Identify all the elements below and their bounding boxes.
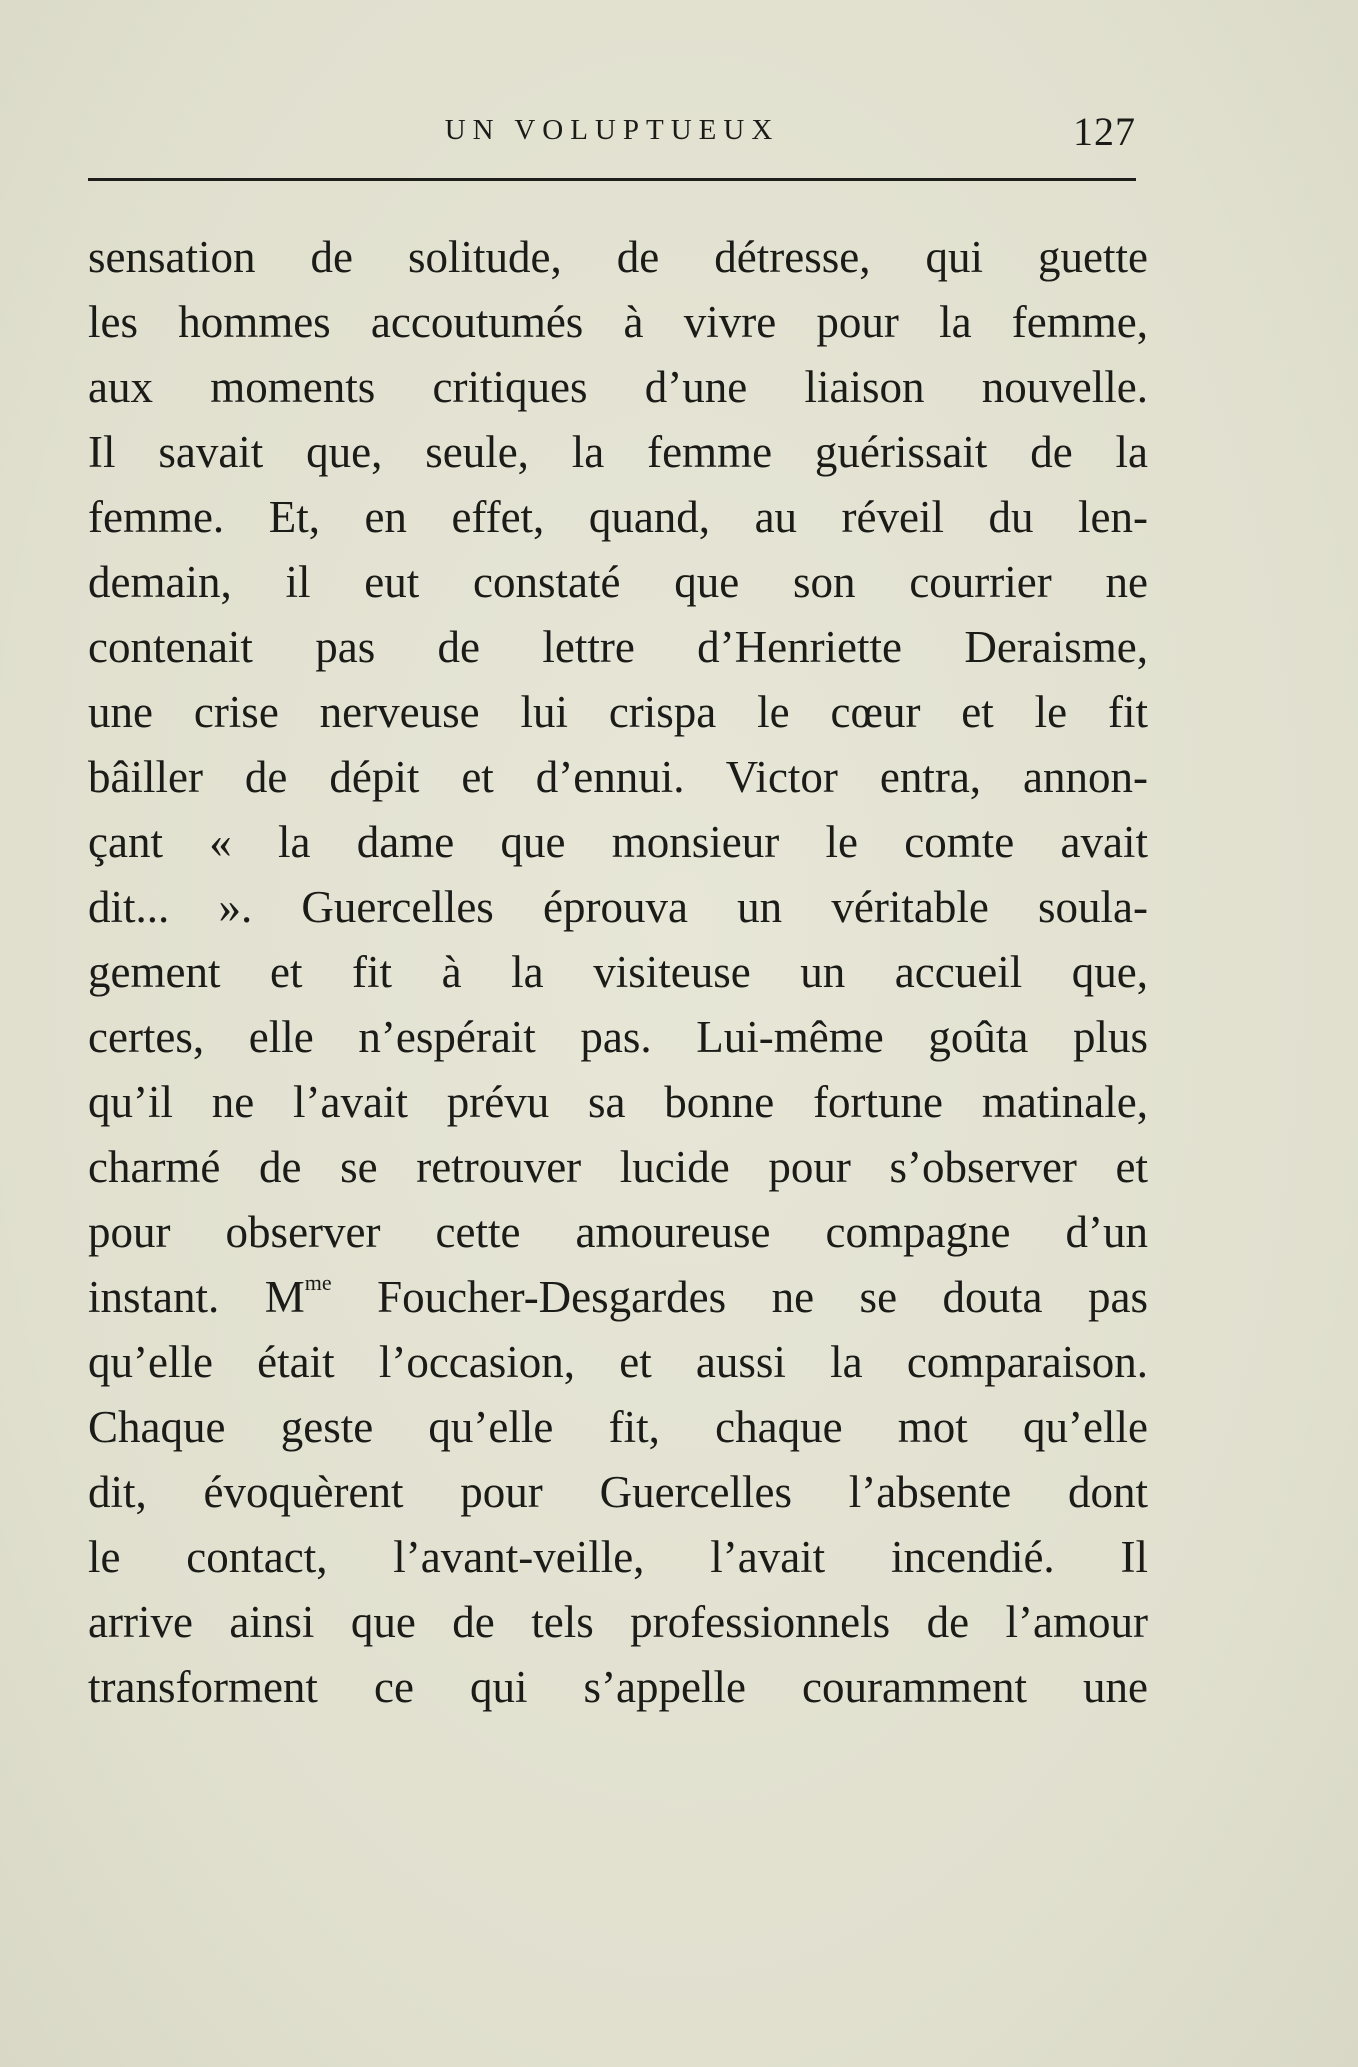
text-line: dit... ». Guercelles éprouva un véritable soula-	[88, 882, 1148, 932]
text-line: qu’il ne l’avait prévu sa bonne fortune matinale,	[88, 1077, 1148, 1127]
text-line: gement et fit à la visiteuse un accueil que,	[88, 947, 1148, 997]
text-line: dit, évoquèrent pour Guercelles l’absente dont	[88, 1467, 1148, 1517]
text-line: pour observer cette amoureuse compagne d’un	[88, 1207, 1148, 1257]
text-segment: instant. M	[88, 1272, 305, 1322]
text-line: femme. Et, en effet, quand, au réveil du len-	[88, 492, 1148, 542]
text-line: les hommes accoutumés à vivre pour la femme,	[88, 297, 1148, 347]
text-line: qu’elle était l’occasion, et aussi la comparaison.	[88, 1337, 1148, 1387]
body-paragraph	[88, 225, 1148, 1720]
text-line: bâiller de dépit et d’ennui. Victor entra, annon-	[88, 752, 1148, 802]
header-rule	[88, 178, 1136, 181]
superscript-abbreviation: me	[304, 1270, 332, 1295]
text-line: charmé de se retrouver lucide pour s’observer et	[88, 1142, 1148, 1192]
text-line: contenait pas de lettre d’Henriette Deraisme,	[88, 622, 1148, 672]
text-line: Il savait que, seule, la femme guérissait de la	[88, 427, 1148, 477]
text-line: çant « la dame que monsieur le comte avait	[88, 817, 1148, 867]
page-number: 127	[1073, 109, 1136, 154]
running-title: UN VOLUPTUEUX	[444, 114, 780, 146]
text-line: arrive ainsi que de tels professionnels de l’amour	[88, 1597, 1148, 1647]
text-line-with-superscript	[88, 1265, 1148, 1330]
text-line: une crise nerveuse lui crispa le cœur et le fit	[88, 687, 1148, 737]
text-line: le contact, l’avant-veille, l’avait incendié. Il	[88, 1532, 1148, 1582]
text-line: certes, elle n’espérait pas. Lui-même goûta plus	[88, 1012, 1148, 1062]
text-segment: Foucher-Desgardes ne se douta pas	[331, 1272, 1148, 1322]
text-line: sensation de solitude, de détresse, qui guette	[88, 232, 1148, 282]
text-line: demain, il eut constaté que son courrier ne	[88, 557, 1148, 607]
text-line: aux moments critiques d’une liaison nouvelle.	[88, 362, 1148, 412]
page-header	[88, 108, 1136, 158]
text-line: transforment ce qui s’appelle couramment une	[88, 1662, 1148, 1712]
text-line: Chaque geste qu’elle fit, chaque mot qu’elle	[88, 1402, 1148, 1452]
